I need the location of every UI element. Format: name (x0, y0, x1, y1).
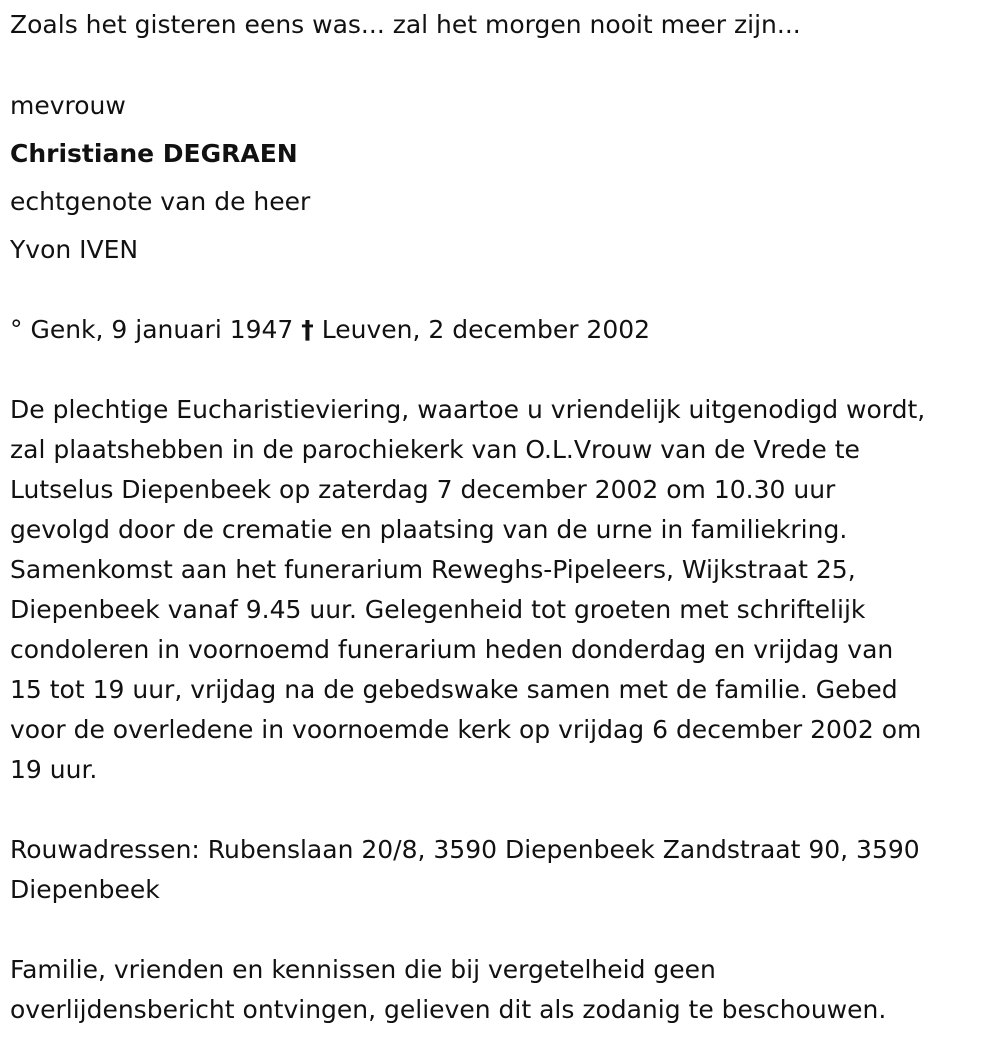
deceased-name: Christiane DEGRAEN (10, 139, 298, 168)
paragraph-line: condoleren in voornoemd funerarium heden donderdag en vrijdag van (10, 635, 894, 664)
paragraph-line: Lutselus Diepenbeek op zaterdag 7 december 2002 om 10.30 uur (10, 475, 836, 504)
spouse-name: Yvon IVEN (10, 235, 139, 264)
title-text: mevrouw (10, 91, 126, 120)
cross-icon: † (301, 315, 314, 344)
paragraph-line: Rouwadressen: Rubenslaan 20/8, 3590 Diepenbeek Zandstraat 90, 3590 (10, 835, 920, 864)
motto-text: Zoals het gisteren eens was... zal het morgen nooit meer zijn... (10, 10, 801, 39)
paragraph-line: 15 tot 19 uur, vrijdag na de gebedswake samen met de familie. Gebed (10, 675, 898, 704)
ceremony-paragraph (10, 390, 995, 790)
paragraph-line: Samenkomst aan het funerarium Reweghs-Pipeleers, Wijkstraat 25, (10, 555, 856, 584)
paragraph-line: overlijdensbericht ontvingen, gelieven dit als zodanig te beschouwen. (10, 995, 887, 1024)
death-text: Leuven, 2 december 2002 (321, 315, 651, 344)
dates-line (10, 310, 650, 350)
paragraph-line: voor de overledene in voornoemde kerk op vrijdag 6 december 2002 om (10, 715, 922, 744)
paragraph-line: De plechtige Eucharistieviering, waartoe u vriendelijk uitgenodigd wordt, (10, 395, 926, 424)
address-paragraph (10, 830, 995, 910)
closing-paragraph (10, 950, 995, 1030)
paragraph-line: Diepenbeek vanaf 9.45 uur. Gelegenheid tot groeten met schriftelijk (10, 595, 866, 624)
birth-text: ° Genk, 9 januari 1947 (10, 315, 294, 344)
paragraph-line: zal plaatshebben in de parochiekerk van O.L.Vrouw van de Vrede te (10, 435, 860, 464)
paragraph-line: gevolgd door de crematie en plaatsing van de urne in familiekring. (10, 515, 848, 544)
paragraph-line: Familie, vrienden en kennissen die bij vergetelheid geen (10, 955, 716, 984)
spouse-relation-text: echtgenote van de heer (10, 187, 311, 216)
paragraph-line: Diepenbeek (10, 875, 160, 904)
paragraph-line: 19 uur. (10, 755, 98, 784)
